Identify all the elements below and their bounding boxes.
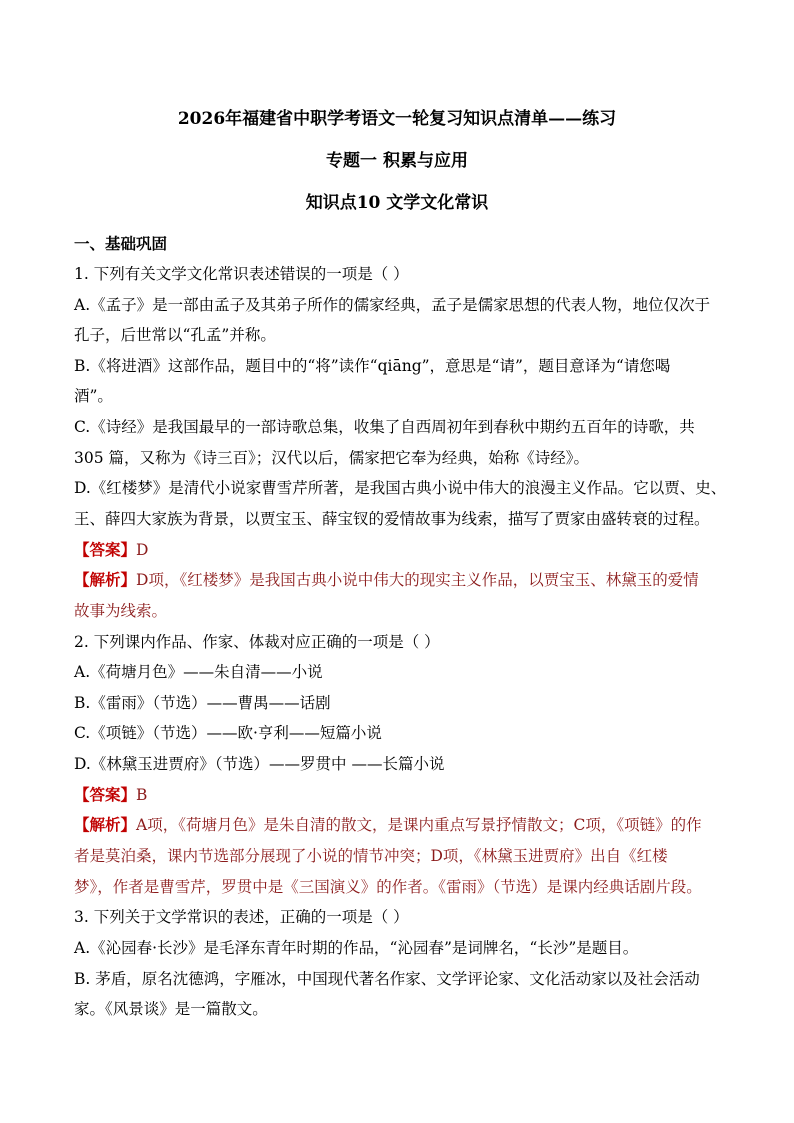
analysis-text: A项，《荷塘月色》是朱自清的散文，是课内重点写景抒情散文；C项，《项链》的作 bbox=[136, 816, 702, 834]
q2-stem: 2. 下列课内作品、作家、体裁对应正确的一项是（ ） bbox=[74, 633, 440, 651]
q2-answer bbox=[74, 783, 147, 805]
q2-analysis-line1 bbox=[74, 813, 702, 835]
document-title: 2026年福建省中职学考语文一轮复习知识点清单——练习 bbox=[177, 109, 617, 129]
q2-option-b: B.《雷雨》（节选）——曹禺——话剧 bbox=[74, 694, 331, 712]
q1-stem: 1. 下列有关文学文化常识表述错误的一项是（ ） bbox=[74, 265, 409, 283]
q2-option-c: C.《项链》（节选）——欧·亨利——短篇小说 bbox=[74, 724, 382, 742]
q1-option-a-line2: 孔子，后世常以“孔孟”并称。 bbox=[74, 326, 276, 344]
q3-option-b-line1: B. 茅盾，原名沈德鸿，字雁冰，中国现代著名作家、文学评论家、文化活动家以及社会活动 bbox=[74, 970, 700, 988]
answer-value: D bbox=[136, 541, 149, 559]
q3-stem: 3. 下列关于文学常识的表述，正确的一项是（ ） bbox=[74, 908, 409, 926]
q3-option-b-line2: 家。《风景谈》是一篇散文。 bbox=[74, 1000, 268, 1018]
q1-option-d-line1: D.《红楼梦》是清代小说家曹雪芹所著，是我国古典小说中伟大的浪漫主义作品。它以贾、史、 bbox=[74, 479, 727, 497]
analysis-tag: 【解析】 bbox=[74, 815, 137, 834]
q1-option-c-line2: 305 篇，又称为《诗三百》；汉代以后，儒家把它奉为经典，始称《诗经》。 bbox=[74, 449, 590, 467]
q2-analysis-line2: 者是莫泊桑，课内节选部分展现了小说的情节冲突；D项，《林黛玉进贾府》出自《红楼 bbox=[74, 847, 668, 865]
answer-tag: 【答案】 bbox=[74, 785, 137, 804]
answer-value: B bbox=[136, 786, 148, 804]
q1-option-c-line1: C.《诗经》是我国最早的一部诗歌总集，收集了自西周初年到春秋中期约五百年的诗歌，共 bbox=[74, 418, 695, 436]
section-heading: 一、基础巩固 bbox=[74, 234, 168, 253]
analysis-tag: 【解析】 bbox=[74, 570, 137, 589]
q1-analysis-line2: 故事为线索。 bbox=[74, 602, 168, 620]
q3-option-a: A.《沁园春·长沙》是毛泽东青年时期的作品，“沁园春”是词牌名，“长沙”是题目。 bbox=[74, 939, 639, 957]
q1-answer bbox=[74, 538, 148, 560]
knowledge-point-title: 知识点10 文学文化常识 bbox=[305, 193, 489, 213]
q2-option-a: A.《荷塘月色》——朱自清——小说 bbox=[74, 663, 323, 681]
analysis-text: D项，《红楼梦》是我国古典小说中伟大的现实主义作品，以贾宝玉、林黛玉的爱情 bbox=[136, 571, 699, 589]
answer-tag: 【答案】 bbox=[74, 540, 137, 559]
q1-option-b-line2: 酒”。 bbox=[74, 387, 113, 405]
q1-option-d-line2: 王、薛四大家族为背景，以贾宝玉、薛宝钗的爱情故事为线索，描写了贾家由盛转衰的过程。 bbox=[74, 510, 710, 528]
q1-option-b-line1: B.《将进酒》这部作品，题目中的“将”读作“qiāng”，意思是“请”，题目意译为“请您喝 bbox=[74, 357, 671, 375]
q2-analysis-line3: 梦》，作者是曹雪芹，罗贯中是《三国演义》的作者。《雷雨》（节选）是课内经典话剧片段。 bbox=[74, 878, 702, 896]
topic-title: 专题一 积累与应用 bbox=[326, 151, 468, 171]
q2-option-d: D.《林黛玉进贾府》（节选）——罗贯中 ——长篇小说 bbox=[74, 755, 445, 773]
q1-analysis-line1 bbox=[74, 568, 699, 590]
q1-option-a-line1: A.《孟子》是一部由孟子及其弟子所作的儒家经典，孟子是儒家思想的代表人物，地位仅次于 bbox=[74, 296, 711, 314]
